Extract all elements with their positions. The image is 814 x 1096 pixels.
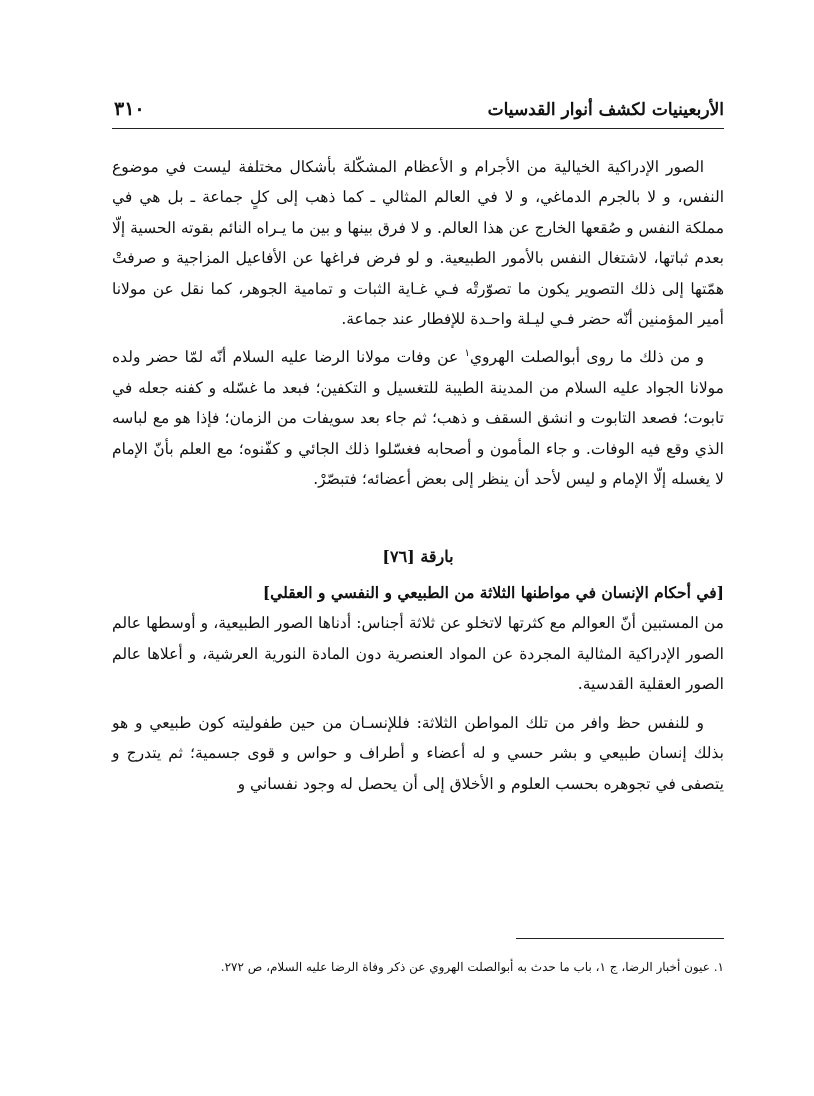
footnote-reference: ١ (464, 348, 470, 360)
paragraph-three-worlds: من المستبين أنّ العوالم مع كثرتها لاتخلو عن ثلاثة أجناس: أدناها الصور الطبيعية، و أوسطها عالم الصور الإدراكية المثالية المجردة عن المواد العنصرية دون المادة النورية العرشية، و أعلاها عالم الصور العقلية القدسية. (112, 614, 724, 694)
narration-text: عن وفات مولانا الرضا عليه السلام أنّه لمّا حضر ولده مولانا الجواد عليه السلام من المدينة الطيبة للتغسيل و التكفين؛ فبعد ما غسّله و كفنه جعله في تابوت؛ فصعد التابوت و انشق السقف و ذهب؛ ثم جاء بعد سويفات من الزمان؛ فإذا هو مع لباسه الذي وقع فيه الوفات. و جاء المأمون و أصحابه فغسّلوا ذلك الجائي و كفّنوه؛ مع العلم بأنّ الإمام لا يغسله إلّا الإمام و ليس لأحد أن ينظر إلى بعض أعضائه؛ فتبصّرْ. (112, 348, 724, 489)
page-header (112, 98, 724, 129)
main-text (112, 152, 724, 799)
paragraph-imaginal-forms: الصور الإدراكية الخيالية من الأجرام و الأعظام المشكّلة بأشكال مختلفة ليست في موضوع النفس، و لا بالجرم الدماغي، و لا في العالم المثالي ـ كما ذهب إلى كلٍ جماعة ـ بل هي في مملكة النفس و صُقعها الخارج عن هذا العالم. و لا فرق بينها و بين ما يـراه النائم بقوته الحسية إلّا بعدم ثباتها، لاشتغال النفس بالأمور الطبيعية. و لو فرض فراغها عن الأفاعيل المزاجية و صرفتْ همّتها إلى ذلك التصوير يكون ما تصوّرتْه فـي غـاية الثبات و تمامية الجوهر، كما نقل عن مولانا أمير المؤمنين أنّه حضر فـي ليـلة واحـدة للإفطار عند جماعة. (112, 158, 724, 329)
narration-opening: و من ذلك ما روى أبوالصلت الهروي (469, 348, 705, 367)
footnote-divider (516, 938, 724, 939)
page-number: ٣١٠ (114, 98, 145, 120)
running-title: الأربعينيات لكشف أنوار القدسيات (487, 100, 724, 120)
section-subtitle: [في أحكام الإنسان في مواطنها الثلاثة من الطبيعي و النفسي و العقلي] (262, 583, 724, 603)
paragraph-soul-stations: و للنفس حظ وافر من تلك المواطن الثلاثة: فللإنسـان من حين طفوليته كون طبيعي و هو بذلك إنسان طبيعي و بشر حسي و له أعضاء و أطراف و حواس و قوى جسمية؛ ثم يتدرج و يتصفى في تجوهره بحسب العلوم و الأخلاق إلى أن يحصل له وجود نفساني و (112, 713, 724, 793)
paragraph-narration (112, 342, 724, 494)
section-heading: بارقة [٧٦] (382, 547, 454, 567)
footnote: ١. عيون أخبار الرضا، ج ١، باب ما حدث به أبوالصلت الهروي عن ذكر وفاة الرضا عليه السلام، ص ٢٧٢. (220, 960, 724, 974)
